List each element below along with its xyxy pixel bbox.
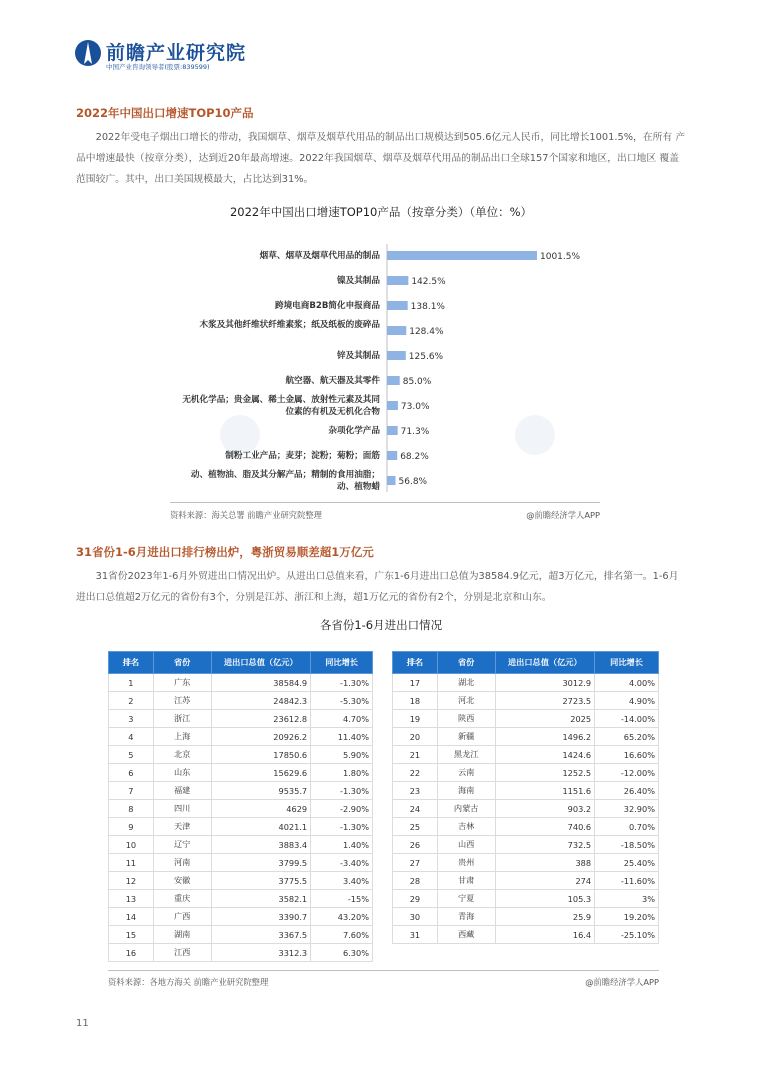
- cell-growth: -25.10%: [595, 926, 659, 944]
- cell-rank: 20: [393, 728, 438, 746]
- cell-growth: 1.80%: [311, 764, 373, 782]
- cell-total: 105.3: [495, 890, 595, 908]
- cell-province: 陕西: [437, 710, 495, 728]
- table-header-row: [109, 652, 373, 674]
- cell-growth: 65.20%: [595, 728, 659, 746]
- logo-icon: [74, 38, 102, 68]
- page-number: 11: [76, 1018, 89, 1029]
- cell-growth: 25.40%: [595, 854, 659, 872]
- cell-total: 23612.8: [211, 710, 311, 728]
- cell-province: 四川: [153, 800, 211, 818]
- cell-province: 内蒙古: [437, 800, 495, 818]
- table-row: [109, 890, 373, 908]
- chart-data-label: 128.4%: [409, 327, 444, 337]
- cell-rank: 5: [109, 746, 154, 764]
- cell-province: 甘肃: [437, 872, 495, 890]
- cell-province: 西藏: [437, 926, 495, 944]
- chart-bar: [387, 426, 398, 435]
- cell-province: 北京: [153, 746, 211, 764]
- logo-subtitle: 中国产业咨询领导者(股票:839599): [106, 63, 210, 71]
- chart-bar: [387, 351, 406, 360]
- cell-rank: 10: [109, 836, 154, 854]
- cell-total: 740.6: [495, 818, 595, 836]
- cell-province: 湖北: [437, 674, 495, 692]
- table-row: [109, 944, 373, 962]
- chart-bar: [387, 276, 408, 285]
- cell-total: 9535.7: [211, 782, 311, 800]
- cell-rank: 6: [109, 764, 154, 782]
- cell-rank: 19: [393, 710, 438, 728]
- cell-growth: -18.50%: [595, 836, 659, 854]
- cell-growth: 5.90%: [311, 746, 373, 764]
- cell-growth: -15%: [311, 890, 373, 908]
- table-row: [393, 674, 659, 692]
- cell-growth: -11.60%: [595, 872, 659, 890]
- cell-total: 1424.6: [495, 746, 595, 764]
- table-row: [109, 746, 373, 764]
- cell-rank: 3: [109, 710, 154, 728]
- cell-growth: 7.60%: [311, 926, 373, 944]
- cell-province: 山东: [153, 764, 211, 782]
- cell-growth: -12.00%: [595, 764, 659, 782]
- table-row: [393, 818, 659, 836]
- section-paragraph-export-growth: 2022年受电子烟出口增长的带动，我国烟草、烟草及烟草代用品的制品出口规模达到505.6亿元人民币，同比增长1001.5%，在所有 产品中增速最快（按章分类），达到近20年最高增速。2022年我国烟草、烟草及烟草代用品的制品出口全球157个国家和地区，出口地区 覆盖范围较广。其中，出口美国规模最大，占比达到31%。: [76, 132, 686, 185]
- cell-growth: 3.40%: [311, 872, 373, 890]
- section-paragraph-province-trade: 31省份2023年1-6月外贸进出口情况出炉。从进出口总值来看，广东1-6月进出口总值为38584.9亿元，超3万亿元，排名第一。1-6月进出口总值超2万亿元的省份有3个，分别是江苏、浙江和上海，超1万亿元的省份有2个，分别是北京和山东。: [76, 571, 679, 603]
- cell-rank: 4: [109, 728, 154, 746]
- cell-total: 3799.5: [211, 854, 311, 872]
- chart-category-label: 动、植物油、脂及其分解产品；精制的食用油脂；动、植物蜡: [190, 469, 380, 492]
- cell-rank: 28: [393, 872, 438, 890]
- cell-total: 2025: [495, 710, 595, 728]
- cell-province: 广东: [153, 674, 211, 692]
- chart-category-label: 锌及其制品: [337, 350, 380, 361]
- table-row: [109, 872, 373, 890]
- logo-title: 前瞻产业研究院: [106, 42, 247, 64]
- table-row: [393, 692, 659, 710]
- chart-divider: [170, 502, 600, 503]
- section-title-export-growth: 2022年中国出口增速TOP10产品: [76, 106, 254, 120]
- section-title-province-trade: 31省份1-6月进出口排行榜出炉，粤浙贸易顺差超1万亿元: [76, 545, 374, 559]
- cell-total: 24842.3: [211, 692, 311, 710]
- header-total: 进出口总值（亿元）: [495, 652, 595, 674]
- table-row: [109, 908, 373, 926]
- cell-total: 1496.2: [495, 728, 595, 746]
- chart-category-label: 制粉工业产品；麦芽；淀粉；菊粉；面筋: [225, 450, 380, 461]
- table-row: [393, 746, 659, 764]
- cell-growth: 6.30%: [311, 944, 373, 962]
- header-rank: 排名: [393, 652, 438, 674]
- table-row: [109, 836, 373, 854]
- chart-data-label: 138.1%: [410, 302, 446, 312]
- table-row: [393, 710, 659, 728]
- cell-province: 湖南: [153, 926, 211, 944]
- table-row: [109, 692, 373, 710]
- table-title: 各省份1-6月进出口情况: [319, 618, 443, 632]
- chart-bar: [387, 301, 408, 310]
- table-row: [393, 764, 659, 782]
- chart-data-label: 125.6%: [408, 352, 444, 362]
- province-table-left: [108, 651, 373, 962]
- chart-bar: [387, 476, 396, 485]
- cell-rank: 9: [109, 818, 154, 836]
- cell-growth: 1.40%: [311, 836, 373, 854]
- table-row: [393, 782, 659, 800]
- cell-growth: 4.00%: [595, 674, 659, 692]
- cell-total: 15629.6: [211, 764, 311, 782]
- cell-province: 辽宁: [153, 836, 211, 854]
- cell-rank: 22: [393, 764, 438, 782]
- cell-province: 江西: [153, 944, 211, 962]
- chart-data-label: 71.3%: [400, 427, 430, 437]
- cell-total: 20926.2: [211, 728, 311, 746]
- cell-growth: 26.40%: [595, 782, 659, 800]
- cell-province: 浙江: [153, 710, 211, 728]
- chart-source: [170, 509, 600, 521]
- table-row: [393, 908, 659, 926]
- chart-title: 2022年中国出口增速TOP10产品（按章分类）（单位：%）: [229, 205, 533, 219]
- cell-rank: 21: [393, 746, 438, 764]
- cell-province: 吉林: [437, 818, 495, 836]
- chart-source-right: @前瞻经济学人APP: [526, 510, 600, 520]
- cell-province: 江苏: [153, 692, 211, 710]
- cell-growth: 16.60%: [595, 746, 659, 764]
- table-row: [393, 800, 659, 818]
- cell-province: 海南: [437, 782, 495, 800]
- cell-rank: 14: [109, 908, 154, 926]
- cell-rank: 1: [109, 674, 154, 692]
- cell-province: 广西: [153, 908, 211, 926]
- cell-rank: 26: [393, 836, 438, 854]
- cell-province: 福建: [153, 782, 211, 800]
- cell-total: 3883.4: [211, 836, 311, 854]
- cell-total: 4021.1: [211, 818, 311, 836]
- cell-rank: 7: [109, 782, 154, 800]
- cell-total: 3367.5: [211, 926, 311, 944]
- table-row: [393, 926, 659, 944]
- cell-rank: 27: [393, 854, 438, 872]
- table-row: [109, 818, 373, 836]
- bar-chart: [160, 240, 630, 500]
- cell-province: 新疆: [437, 728, 495, 746]
- cell-province: 上海: [153, 728, 211, 746]
- table-source: [108, 976, 659, 988]
- cell-rank: 11: [109, 854, 154, 872]
- table-row: [109, 674, 373, 692]
- cell-rank: 30: [393, 908, 438, 926]
- cell-growth: 19.20%: [595, 908, 659, 926]
- header-province: 省份: [153, 652, 211, 674]
- chart-data-label: 56.8%: [398, 477, 428, 487]
- header-province: 省份: [437, 652, 495, 674]
- table-source-right: @前瞻经济学人APP: [585, 977, 659, 987]
- header-rank: 排名: [109, 652, 154, 674]
- cell-rank: 2: [109, 692, 154, 710]
- table-row: [109, 728, 373, 746]
- table-row: [109, 854, 373, 872]
- cell-growth: -1.30%: [311, 818, 373, 836]
- cell-province: 山西: [437, 836, 495, 854]
- company-logo: [74, 38, 274, 74]
- cell-rank: 13: [109, 890, 154, 908]
- chart-bar: [387, 376, 400, 385]
- table-row: [109, 710, 373, 728]
- cell-province: 重庆: [153, 890, 211, 908]
- cell-growth: 4.70%: [311, 710, 373, 728]
- cell-province: 河南: [153, 854, 211, 872]
- cell-total: 17850.6: [211, 746, 311, 764]
- header-growth: 同比增长: [595, 652, 659, 674]
- table-row: [109, 764, 373, 782]
- cell-growth: 11.40%: [311, 728, 373, 746]
- chart-bar: [387, 251, 537, 260]
- cell-province: 河北: [437, 692, 495, 710]
- cell-total: 388: [495, 854, 595, 872]
- chart-data-label: 1001.5%: [540, 252, 581, 262]
- table-row: [393, 890, 659, 908]
- header-growth: 同比增长: [311, 652, 373, 674]
- table-row: [109, 800, 373, 818]
- table-header-row: [393, 652, 659, 674]
- cell-total: 3775.5: [211, 872, 311, 890]
- table-row: [393, 854, 659, 872]
- chart-bar: [387, 401, 398, 410]
- chart-category-label: 木浆及其他纤维状纤维素浆；纸及纸板的废碎品: [199, 319, 380, 330]
- chart-data-label: 73.0%: [400, 402, 430, 412]
- province-table-right: [392, 651, 659, 944]
- table-row: [109, 782, 373, 800]
- cell-total: 903.2: [495, 800, 595, 818]
- cell-total: 3390.7: [211, 908, 311, 926]
- chart-category-label: 镍及其制品: [337, 275, 380, 286]
- cell-growth: -1.30%: [311, 782, 373, 800]
- cell-total: 3012.9: [495, 674, 595, 692]
- cell-growth: -1.30%: [311, 674, 373, 692]
- cell-province: 云南: [437, 764, 495, 782]
- cell-province: 安徽: [153, 872, 211, 890]
- cell-total: 1151.6: [495, 782, 595, 800]
- cell-province: 青海: [437, 908, 495, 926]
- table-divider: [108, 970, 659, 971]
- cell-growth: -14.00%: [595, 710, 659, 728]
- cell-rank: 18: [393, 692, 438, 710]
- cell-growth: 32.90%: [595, 800, 659, 818]
- chart-source-left: 资料来源：海关总署 前瞻产业研究院整理: [170, 510, 322, 520]
- cell-total: 25.9: [495, 908, 595, 926]
- cell-growth: 0.70%: [595, 818, 659, 836]
- chart-data-label: 85.0%: [402, 377, 432, 387]
- cell-rank: 12: [109, 872, 154, 890]
- cell-growth: -3.40%: [311, 854, 373, 872]
- cell-rank: 8: [109, 800, 154, 818]
- chart-category-label: 杂项化学产品: [328, 425, 380, 436]
- table-row: [393, 836, 659, 854]
- cell-total: 2723.5: [495, 692, 595, 710]
- chart-data-label: 142.5%: [411, 277, 446, 287]
- cell-total: 1252.5: [495, 764, 595, 782]
- chart-category-label: 无机化学品；贵金属、稀土金属、放射性元素及其同位素的有机及无机化合物: [182, 394, 380, 417]
- cell-province: 天津: [153, 818, 211, 836]
- cell-rank: 23: [393, 782, 438, 800]
- chart-bar: [387, 451, 397, 460]
- cell-province: 贵州: [437, 854, 495, 872]
- chart-bar: [387, 326, 406, 335]
- header-total: 进出口总值（亿元）: [211, 652, 311, 674]
- cell-total: 16.4: [495, 926, 595, 944]
- cell-total: 732.5: [495, 836, 595, 854]
- chart-data-label: 68.2%: [400, 452, 429, 462]
- cell-province: 宁夏: [437, 890, 495, 908]
- cell-growth: 4.90%: [595, 692, 659, 710]
- cell-rank: 31: [393, 926, 438, 944]
- chart-category-label: 航空器、航天器及其零件: [285, 375, 380, 386]
- cell-total: 3582.1: [211, 890, 311, 908]
- cell-growth: 3%: [595, 890, 659, 908]
- chart-category-label: 跨境电商B2B简化申报商品: [274, 300, 380, 311]
- table-row: [109, 926, 373, 944]
- cell-total: 3312.3: [211, 944, 311, 962]
- table-row: [393, 728, 659, 746]
- cell-rank: 25: [393, 818, 438, 836]
- cell-rank: 15: [109, 926, 154, 944]
- cell-growth: 43.20%: [311, 908, 373, 926]
- cell-rank: 17: [393, 674, 438, 692]
- cell-province: 黑龙江: [437, 746, 495, 764]
- table-row: [393, 872, 659, 890]
- cell-rank: 16: [109, 944, 154, 962]
- cell-total: 274: [495, 872, 595, 890]
- cell-total: 4629: [211, 800, 311, 818]
- cell-rank: 24: [393, 800, 438, 818]
- cell-growth: -2.90%: [311, 800, 373, 818]
- chart-category-label: 烟草、烟草及烟草代用品的制品: [259, 250, 380, 261]
- cell-growth: -5.30%: [311, 692, 373, 710]
- cell-total: 38584.9: [211, 674, 311, 692]
- cell-rank: 29: [393, 890, 438, 908]
- table-source-left: 资料来源：各地方海关 前瞻产业研究院整理: [108, 977, 269, 987]
